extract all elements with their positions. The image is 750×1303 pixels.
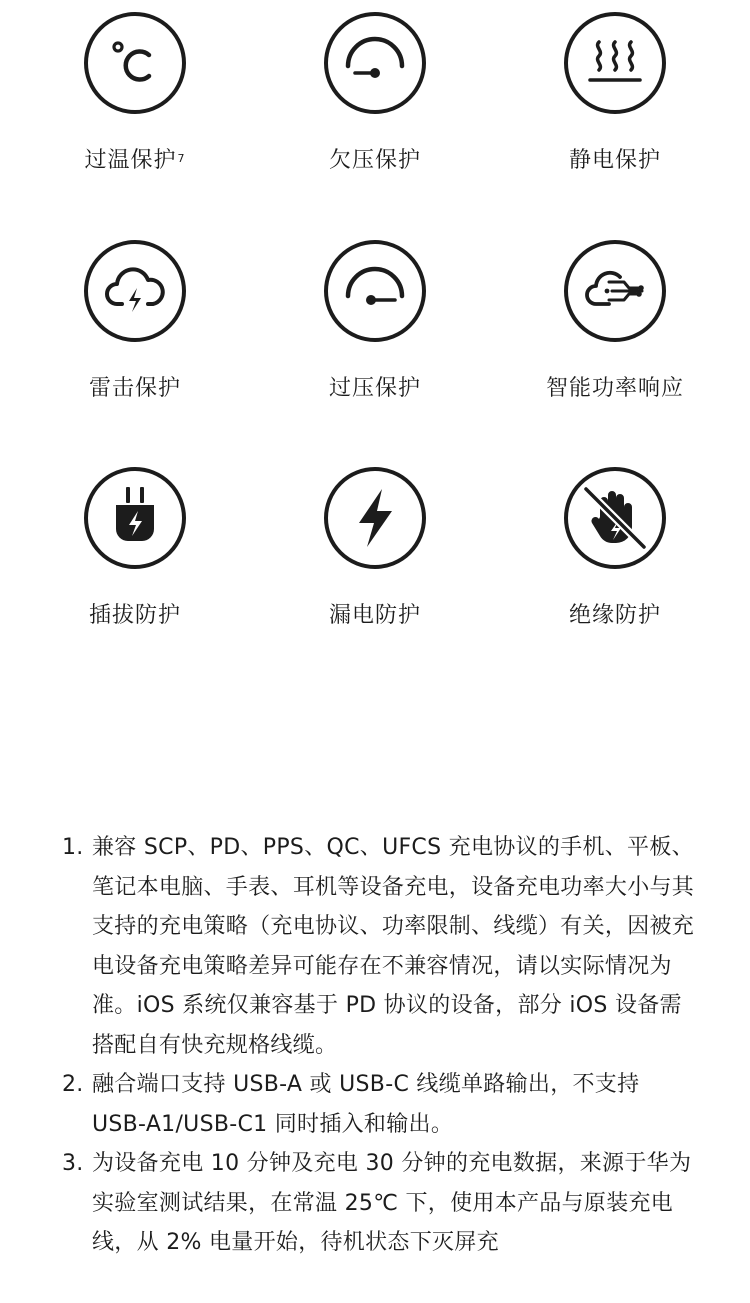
footnote-text: 为设备充电 10 分钟及充电 30 分钟的充电数据，来源于华为实验室测试结果，在常温 25℃ 下，使用本产品与原装充电线，从 2% 电量开始，待机状态下灭屏充 [92, 1151, 692, 1255]
smart-cloud-circuit-icon [562, 238, 668, 344]
footnote-item [58, 1144, 698, 1263]
footnote-item [58, 1065, 698, 1144]
feature-leakage-protection [255, 465, 495, 631]
insulated-hand-icon [562, 465, 668, 571]
footnote-number: 2. [62, 1072, 84, 1097]
feature-insulation-protection [495, 465, 735, 631]
feature-over-voltage [255, 238, 495, 404]
static-heat-waves-icon [562, 10, 668, 116]
feature-label: 插拔防护 [88, 603, 181, 628]
footnote-text: 兼容 SCP、PD、PPS、QC、UFCS 充电协议的手机、平板、笔记本电脑、手表、耳机等设备充电，设备充电功率大小与其支持的充电策略（充电协议、功率限制、线缆）有关，因被充电设备充电策略差异可能存在不兼容情况，请以实际情况为准。iOS 系统仅兼容基于 PD 协议的设备，部分 iOS 设备需搭配自有快充规格线缆。 [92, 835, 695, 1058]
feature-over-temperature [15, 10, 255, 176]
feature-label: 智能功率响应 [545, 376, 684, 401]
feature-label: 过压保护 [328, 376, 421, 401]
footnote-marker: 7 [177, 152, 186, 165]
feature-label: 漏电防护 [328, 603, 421, 628]
feature-label: 绝缘防护 [568, 603, 661, 628]
feature-under-voltage [255, 10, 495, 176]
thermometer-celsius-icon [82, 10, 188, 116]
footnote-number: 3. [62, 1151, 84, 1176]
footnote-item [58, 828, 698, 1065]
feature-smart-power [495, 238, 735, 404]
feature-label: 过温保护 [84, 148, 177, 173]
footnotes-list [58, 828, 698, 1263]
feature-label: 雷击保护 [88, 376, 181, 401]
cloud-lightning-icon [82, 238, 188, 344]
feature-label: 欠压保护 [328, 148, 421, 173]
feature-electrostatic [495, 10, 735, 176]
feature-lightning [15, 238, 255, 404]
gauge-high-icon [322, 238, 428, 344]
feature-plug-protection [15, 465, 255, 631]
plug-icon [82, 465, 188, 571]
footnote-number: 1. [62, 835, 84, 860]
gauge-low-icon [322, 10, 428, 116]
footnote-text: 融合端口支持 USB-A 或 USB-C 线缆单路输出，不支持 USB-A1/USB-C1 同时插入和输出。 [92, 1072, 640, 1137]
lightning-bolt-icon [322, 465, 428, 571]
feature-label: 静电保护 [568, 148, 661, 173]
